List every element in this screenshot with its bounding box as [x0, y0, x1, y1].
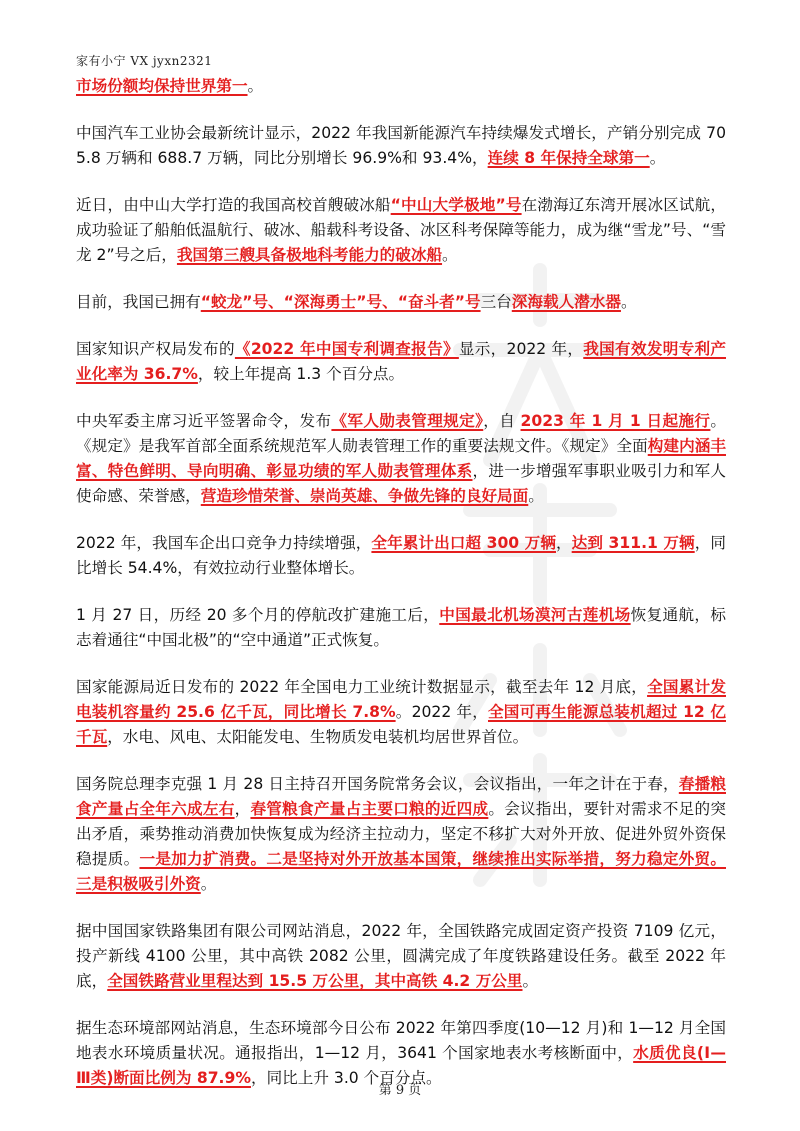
highlight-text: 《2022 年中国专利调查报告》	[234, 340, 459, 358]
paragraph	[76, 74, 726, 99]
page-header: 家有小宁 VX jyxn2321	[76, 54, 213, 68]
paragraph	[76, 772, 726, 897]
body-text: 。会议指出，要针对需求不足的突出矛盾，乘势推动消费加快恢复成为经济主拉动力，坚定不移扩大对外开放、促进外贸外资保稳提质。	[76, 800, 726, 868]
paragraph	[76, 193, 726, 268]
body-text: ，自	[483, 412, 521, 430]
body-text: 据中国国家铁路集团有限公司网站消息，2022 年，全国铁路完成固定资产投资 7109 亿元，投产新线 4100 公里，其中高铁 2082 公里，圆满完成了年度铁路建设任务。截至 2022 年底，	[76, 922, 726, 990]
paragraph	[76, 337, 726, 387]
highlight-text: “蛟龙”号、“深海勇士”号、“奋斗者”号	[200, 293, 481, 311]
highlight-text: 水质优良(Ⅰ—Ⅲ类)断面比例为 87.9%	[76, 1044, 726, 1087]
highlight-text: 营造珍惜荣誉、崇尚英雄、争做先锋的良好局面	[200, 487, 529, 505]
body-text: 恢复通航，标志着通往“中国北极”的“空中通道”正式恢复。	[76, 606, 726, 649]
body-text: 。2022 年，	[395, 703, 488, 721]
document-body	[76, 74, 726, 1113]
body-text: 。《规定》是我军首部全面系统规范军人勋表管理工作的重要法规文件。《规定》全面	[76, 412, 727, 455]
paragraph	[76, 409, 726, 509]
body-text: 。	[528, 487, 544, 505]
body-text: 显示，2022 年，	[458, 340, 584, 358]
highlight-text: 春播粮食产量占全年六成左右	[76, 775, 726, 818]
highlight-text: 达到 311.1 万辆	[571, 534, 695, 552]
body-text: 目前，我国已拥有	[76, 293, 201, 311]
highlight-text: 深海载人潜水器	[511, 293, 621, 311]
highlight-text: 2023 年 1 月 1 日起施行	[520, 412, 711, 430]
body-text: 国务院总理李克强 1 月 28 日主持召开国务院常务会议，会议指出，一年之计在于春，	[76, 775, 679, 793]
highlight-text: 我国第三艘具备极地科考能力的破冰船	[176, 246, 443, 264]
highlight-text: 全国铁路营业里程达到 15.5 万公里，其中高铁 4.2 万公里	[107, 972, 523, 990]
highlight-text: 中国最北机场漠河古莲机场	[439, 606, 631, 624]
body-text: ，进一步增强军事职业吸引力和军人使命感、荣誉感，	[76, 462, 726, 505]
highlight-text: 连续 8 年保持全球第一	[487, 149, 650, 167]
body-text: 国家能源局近日发布的 2022 年全国电力工业统计数据显示，截至去年 12 月底，	[76, 678, 648, 696]
body-text: 。	[442, 246, 458, 264]
highlight-text: “中山大学极地”号	[390, 196, 522, 214]
paragraph	[76, 603, 726, 653]
body-text: 近日，由中山大学打造的我国高校首艘破冰船	[76, 196, 391, 214]
body-text: 。	[620, 293, 637, 311]
body-text: ，同比增长 54.4%，有效拉动行业整体增长。	[76, 534, 726, 577]
highlight-text: 构建内涵丰富、特色鲜明、导向明确、彰显功绩的军人勋表管理体系	[76, 437, 726, 480]
paragraph	[76, 290, 726, 315]
highlight-text: 春管粮食产量占主要口粮的近四成	[250, 800, 489, 818]
highlight-text: 全年累计出口超 300 万辆	[371, 534, 556, 552]
body-text: 1 月 27 日，历经 20 多个月的停航改扩建施工后，	[76, 606, 440, 624]
highlight-text: 全国可再生能源总装机超过 12 亿千瓦	[76, 703, 726, 746]
paragraph	[76, 919, 726, 994]
paragraph	[76, 675, 726, 750]
body-text: 2022 年，我国车企出口竞争力持续增强，	[76, 534, 372, 552]
body-text: ，水电、风电、太阳能发电、生物质发电装机均居世界首位。	[107, 728, 529, 746]
body-text: 中央军委主席习近平签署命令，发布	[76, 412, 332, 430]
body-text: 。	[522, 972, 539, 990]
page-number: 第 9 页	[378, 1083, 422, 1098]
body-text: 。	[200, 875, 217, 893]
body-text: ，较上年提高 1.3 个百分点。	[197, 365, 405, 383]
body-text: 国家知识产权局发布的	[76, 340, 235, 358]
highlight-text: 市场份额均保持世界第一	[76, 77, 248, 95]
body-text: 在渤海辽东湾开展冰区试航，成功验证了船舶低温航行、破冰、船载科考设备、冰区科考保障等能力，成为继“雪龙”号、“雪龙 2”号之后，	[76, 196, 726, 264]
body-text: ，	[556, 534, 572, 552]
highlight-text: 我国有效发明专利产业化率为 36.7%	[76, 340, 726, 383]
body-text: 。	[247, 77, 264, 95]
body-text: 。	[649, 149, 666, 167]
highlight-text: 《军人勋表管理规定》	[331, 412, 484, 430]
body-text: 中国汽车工业协会最新统计显示，2022 年我国新能源汽车持续爆发式增长，产销分别完成 705.8 万辆和 688.7 万辆，同比分别增长 96.9%和 93.4%，	[76, 124, 726, 167]
highlight-text: 一是加力扩消费。二是坚持对外开放基本国策，继续推出实际举措，努力稳定外贸。三是积极吸引外资	[76, 850, 726, 893]
body-text: ，	[234, 800, 251, 818]
paragraph	[76, 531, 726, 581]
body-text: ，同比上升 3.0 个百分点。	[250, 1069, 442, 1087]
paragraph	[76, 121, 726, 171]
body-text: 三台	[480, 293, 512, 311]
highlight-text: 全国累计发电装机容量约 25.6 亿千瓦，同比增长 7.8%	[76, 678, 726, 721]
body-text: 据生态环境部网站消息，生态环境部今日公布 2022 年第四季度(10—12 月)和 1—12 月全国地表水环境质量状况。通报指出，1—12 月，3641 个国家地表水考核断面中，	[76, 1019, 726, 1062]
